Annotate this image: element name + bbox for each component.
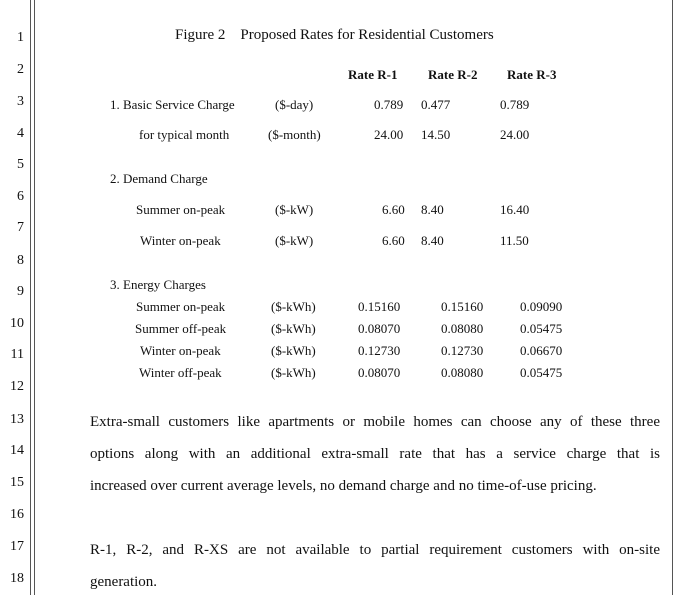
paragraph-line: options along with an additional extra-small rate that has a service charge that is [90,446,660,462]
line-number: 15 [10,475,24,490]
header-rate-r3: Rate R-3 [507,67,557,82]
demand-row-r2: 8.40 [421,202,444,217]
energy-row-label: Winter off-peak [139,365,222,380]
energy-row-r1: 0.12730 [358,343,401,358]
demand-row-label: Winter on-peak [140,233,221,248]
energy-row-r2: 0.15160 [441,299,484,314]
demand-charge-label: 2. Demand Charge [110,171,208,186]
basic-service-unit: ($-day) [275,97,314,112]
demand-row-unit: ($-kW) [275,233,314,248]
energy-row-unit: ($-kWh) [271,321,316,336]
gutter-rule [34,0,35,595]
typical-month-r3: 24.00 [500,127,530,142]
paragraph-line: R-1, R-2, and R-XS are not available to partial requirement customers with on-site [90,542,660,558]
demand-row-r1: 6.60 [382,233,405,248]
line-number: 4 [17,126,24,141]
line-number: 13 [10,412,24,427]
energy-row-r1: 0.08070 [358,321,401,336]
typical-month-r2: 14.50 [421,127,451,142]
energy-row-r1: 0.15160 [358,299,401,314]
line-number: 12 [10,379,24,394]
energy-charges-label: 3. Energy Charges [110,277,206,292]
demand-row-r3: 11.50 [500,233,529,248]
basic-service-r1: 0.789 [374,97,404,112]
line-number: 10 [10,316,24,331]
paragraph-extra-small [90,406,660,502]
paragraph-line: generation. [90,574,158,590]
energy-row-r3: 0.06670 [520,343,563,358]
line-number: 7 [17,220,24,235]
demand-row-unit: ($-kW) [275,202,314,217]
energy-row-r2: 0.12730 [441,343,484,358]
line-number: 6 [17,189,24,204]
energy-row-unit: ($-kWh) [271,365,316,380]
line-number: 9 [17,284,24,299]
paragraph-partial-requirement [90,534,660,598]
typical-month-r1: 24.00 [374,127,404,142]
energy-row-r3: 0.09090 [520,299,563,314]
energy-row-label: Summer on-peak [136,299,226,314]
paragraph-line: Extra-small customers like apartments or mobile homes can choose any of these three [90,414,660,430]
typical-month-label: for typical month [139,127,230,142]
energy-row-r1: 0.08070 [358,365,401,380]
energy-row-r3: 0.05475 [520,321,563,336]
line-number: 8 [17,253,24,268]
line-number: 17 [10,539,24,554]
line-number: 18 [10,571,24,586]
right-margin-rule [672,0,673,595]
header-rate-r1: Rate R-1 [348,67,398,82]
line-number: 16 [10,507,24,522]
line-number: 14 [10,443,24,458]
energy-row-label: Winter on-peak [140,343,221,358]
line-number: 3 [17,94,24,109]
basic-service-r3: 0.789 [500,97,530,112]
demand-row-label: Summer on-peak [136,202,226,217]
demand-row-r3: 16.40 [500,202,530,217]
basic-service-r2: 0.477 [421,97,451,112]
energy-row-label: Summer off-peak [135,321,227,336]
energy-row-r2: 0.08080 [441,365,484,380]
line-number: 1 [17,30,24,45]
energy-row-unit: ($-kWh) [271,343,316,358]
energy-row-r3: 0.05475 [520,365,563,380]
typical-month-unit: ($-month) [268,127,321,142]
header-rate-r2: Rate R-2 [428,67,478,82]
line-number: 11 [10,347,24,362]
paragraph-line: increased over current average levels, no demand charge and no time-of-use pricing. [90,478,597,494]
demand-row-r2: 8.40 [421,233,444,248]
line-number: 5 [17,157,24,172]
line-number: 2 [17,62,24,77]
basic-service-label: 1. Basic Service Charge [110,97,235,112]
demand-row-r1: 6.60 [382,202,405,217]
energy-row-unit: ($-kWh) [271,299,316,314]
energy-row-r2: 0.08080 [441,321,484,336]
figure-title: Figure 2 Proposed Rates for Residential Customers [175,27,494,43]
